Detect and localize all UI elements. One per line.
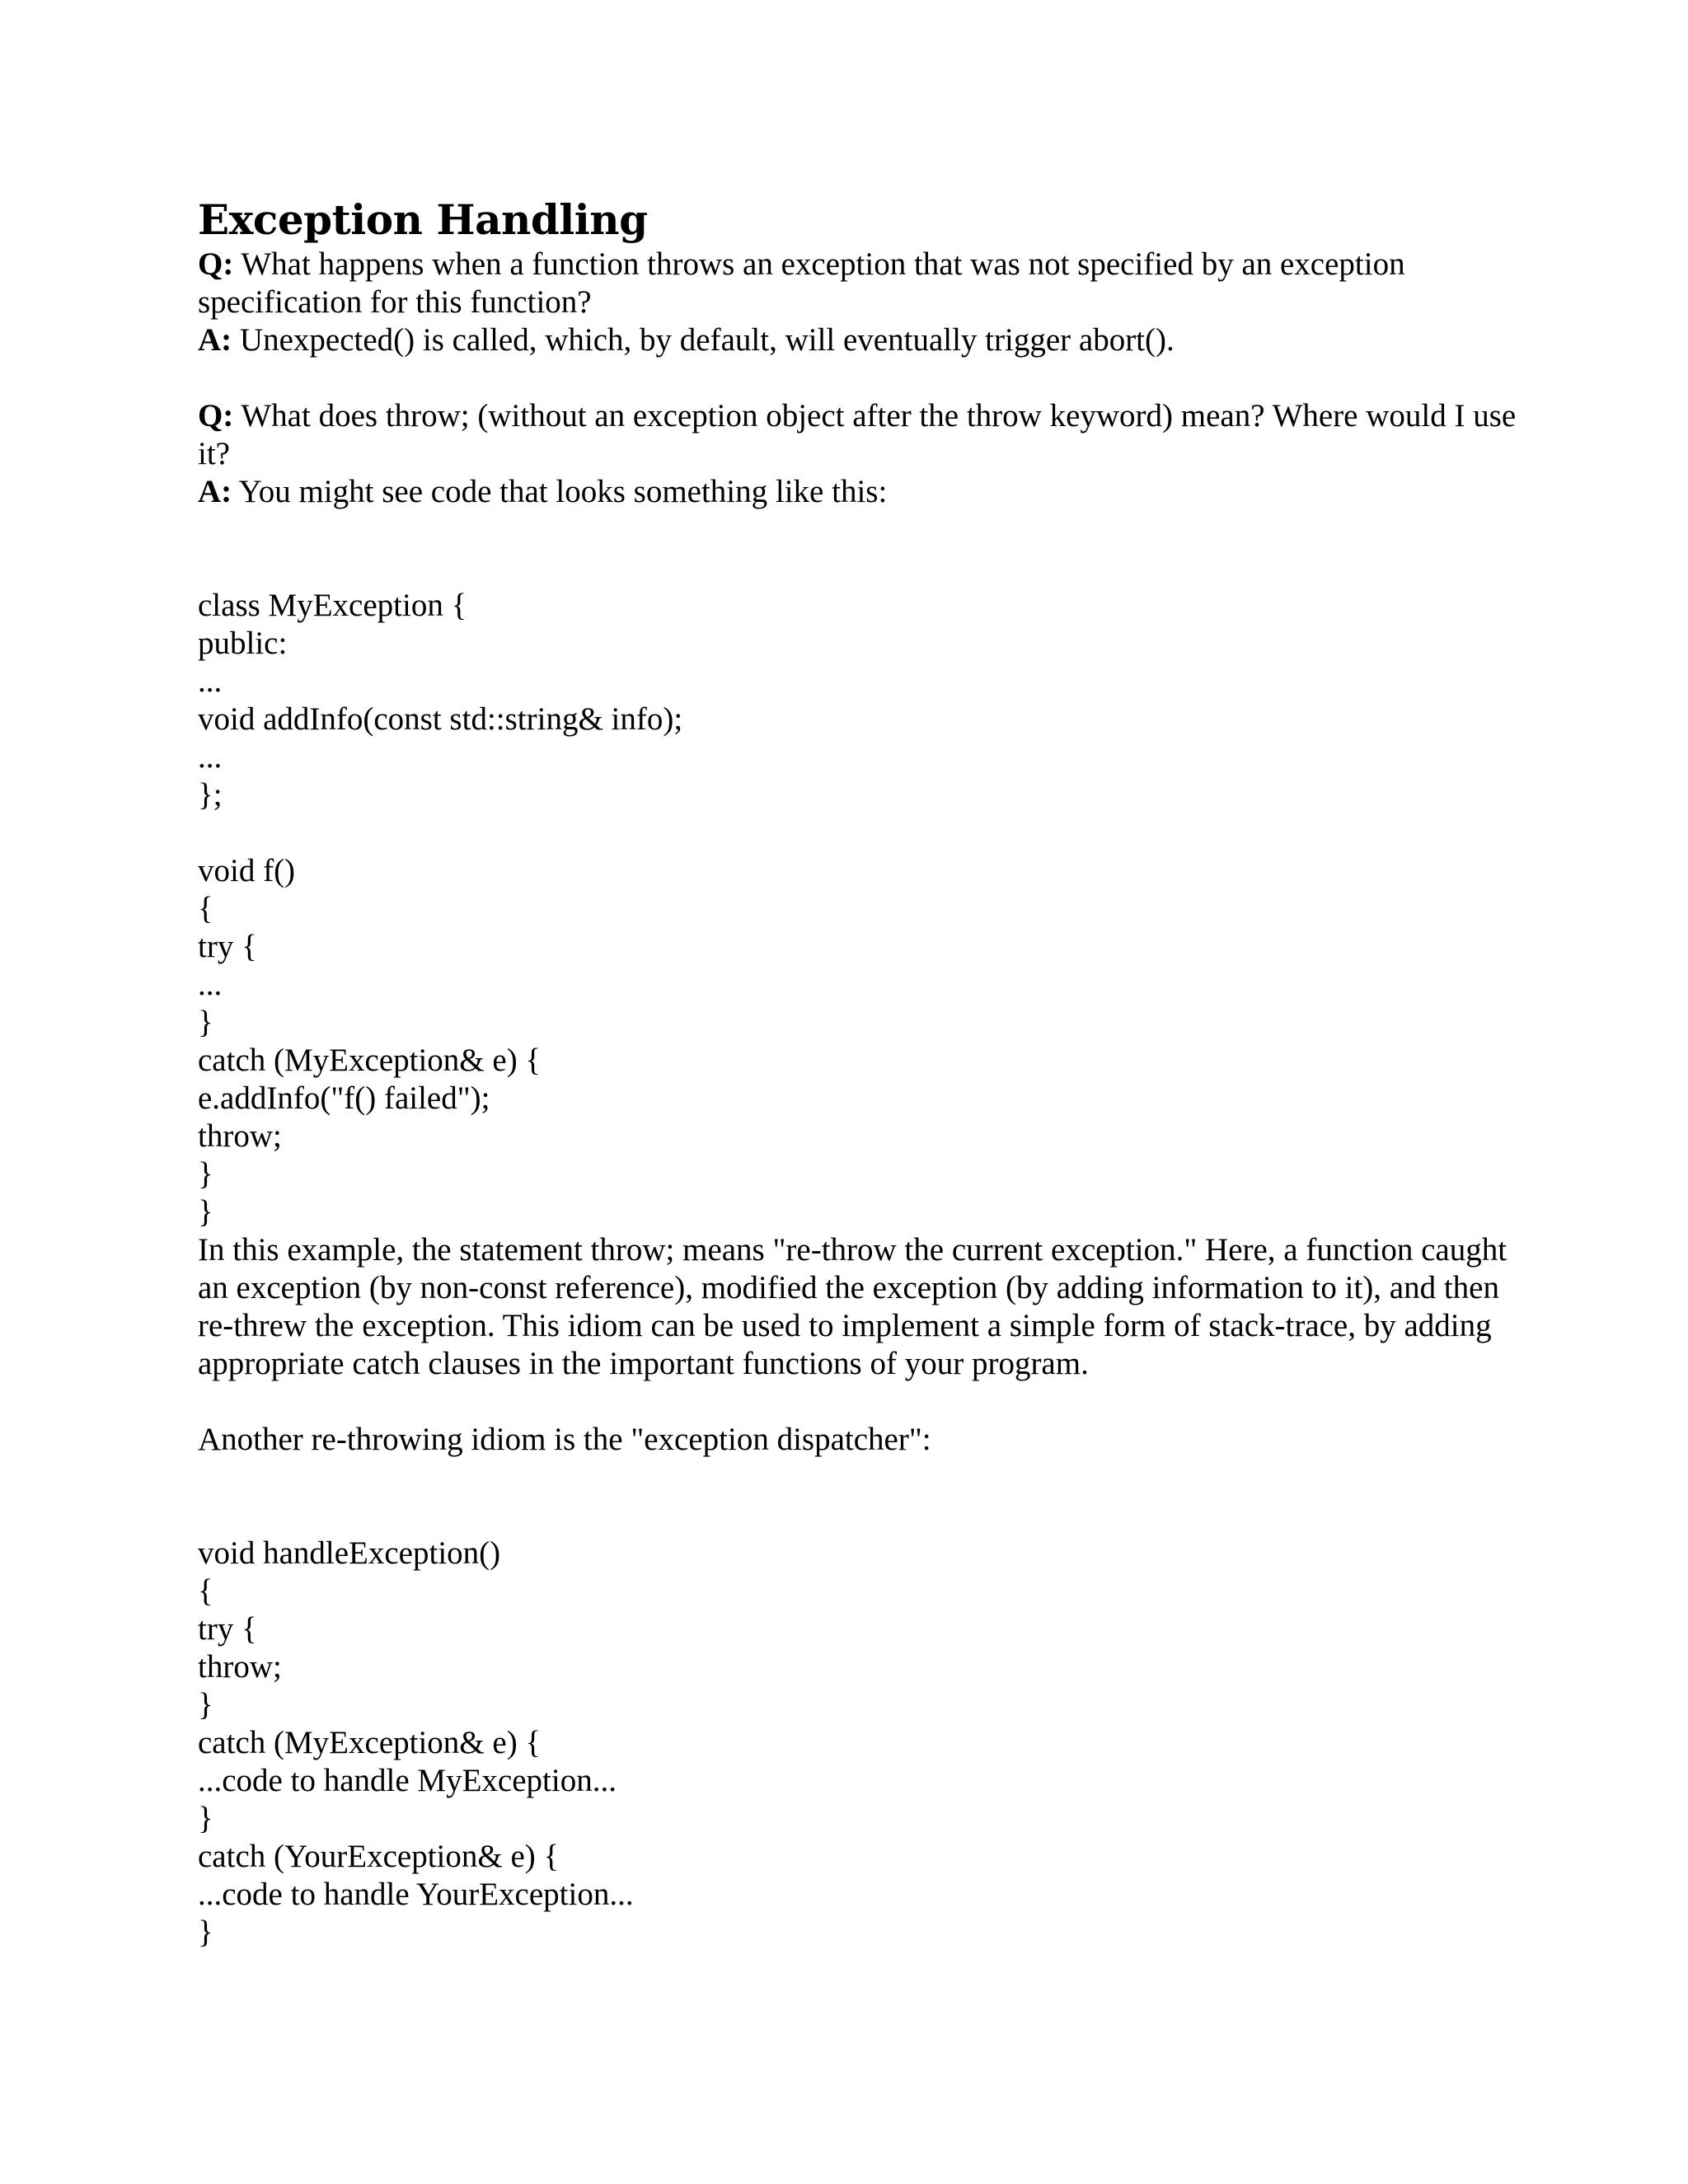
spacer [198, 511, 1517, 587]
code-block-dispatcher [198, 1535, 1517, 1952]
code-line: e.addInfo("f() failed"); [198, 1080, 490, 1116]
spacer [198, 359, 1517, 397]
code-line: } [198, 1156, 213, 1192]
page-title: Exception Handling [198, 195, 648, 244]
answer-label: A: [198, 474, 232, 509]
answer-1 [198, 321, 1517, 359]
question-label: Q: [198, 246, 234, 282]
code-line: ... [198, 663, 223, 699]
spacer [198, 1383, 1517, 1421]
spacer [198, 1459, 1517, 1535]
question-text: What happens when a function throws an exception that was not specified by an exception specification for this function? [198, 246, 1405, 320]
code-line: throw; [198, 1118, 282, 1154]
code-line: catch (MyException& e) { [198, 1725, 542, 1760]
dispatcher-intro: Another re-throwing idiom is the "exception dispatcher": [198, 1422, 931, 1457]
answer-text: You might see code that looks something like this: [232, 474, 888, 509]
answer-text: Unexpected() is called, which, by default, will eventually trigger abort(). [232, 322, 1175, 358]
code-line: try { [198, 929, 257, 964]
code-line: void handleException() [198, 1535, 501, 1571]
code-line: catch (YourException& e) { [198, 1839, 560, 1874]
question-1 [198, 246, 1517, 321]
code-line: ... [198, 739, 223, 775]
code-line: catch (MyException& e) { [198, 1043, 542, 1078]
code-line: void addInfo(const std::string& info); [198, 701, 683, 737]
question-text: What does throw; (without an exception object after the throw keyword) mean? Where would I use it? [198, 398, 1517, 471]
code-block-rethrow [198, 587, 1517, 1231]
code-line: throw; [198, 1649, 282, 1685]
code-line: ...code to handle YourException... [198, 1877, 634, 1912]
code-line: { [198, 891, 213, 926]
code-line: { [198, 1573, 213, 1609]
question-label: Q: [198, 398, 234, 434]
code-line: } [198, 1005, 213, 1040]
code-line: try { [198, 1611, 257, 1647]
document-page [198, 194, 1517, 1952]
code-line: class MyException { [198, 588, 467, 623]
answer-2 [198, 473, 1517, 511]
code-line: ...code to handle MyException... [198, 1763, 617, 1798]
explanation-paragraph: In this example, the statement throw; means "re-throw the current exception." Here, a function caught an exception (by non-const reference), modified the exception (by adding information to it), and then re-threw the exception. This idiom can be used to implement a simple form of stack-trace, by adding appropriate catch clauses in the important functions of your program. [198, 1232, 1507, 1381]
code-line: } [198, 1687, 213, 1722]
code-line: } [198, 1194, 213, 1230]
question-2 [198, 397, 1517, 473]
code-line: public: [198, 626, 288, 661]
code-line: ... [198, 967, 223, 1002]
code-line: }; [198, 777, 223, 813]
code-line: } [198, 1801, 213, 1836]
answer-label: A: [198, 322, 232, 358]
code-line [198, 814, 1517, 852]
code-line: } [198, 1915, 213, 1950]
code-line: void f() [198, 853, 296, 888]
